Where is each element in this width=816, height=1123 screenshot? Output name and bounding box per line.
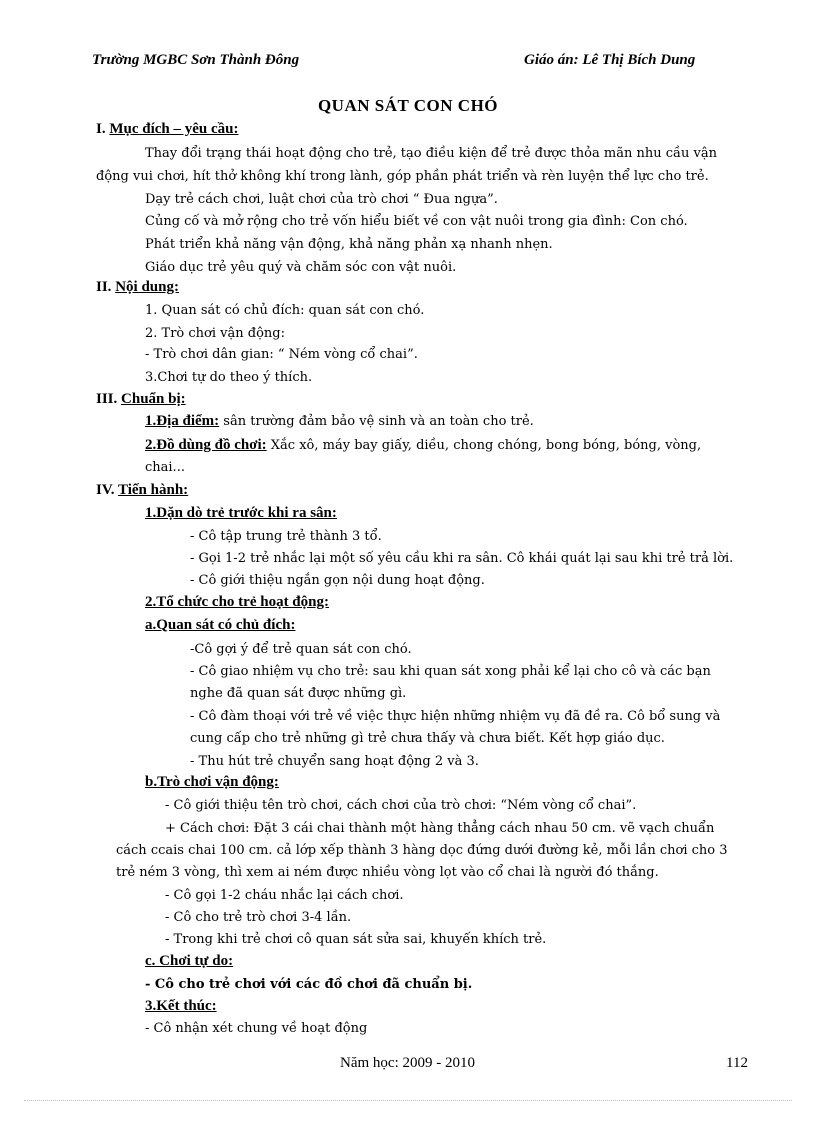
s4-part-a-line-3: nghe đã quan sát được những gì. xyxy=(190,686,407,701)
s2-line-1: 1. Quan sát có chủ đích: quan sát con chó. xyxy=(145,303,425,318)
s3-location-label: 1.Địa điểm: xyxy=(145,413,220,429)
s1-line-4: Củng cố và mở rộng cho trẻ vốn hiểu biết về con vật nuôi trong gia đình: Con chó. xyxy=(145,214,688,229)
s3-materials-text: Xắc xô, máy bay giấy, diều, chong chóng, bong bóng, bóng, vòng, xyxy=(266,438,702,453)
section-2-number: II. xyxy=(96,279,112,295)
s4-step-1-line-1: - Cô tập trung trẻ thành 3 tổ. xyxy=(190,529,382,544)
s1-line-6: Giáo dục trẻ yêu quý và chăm sóc con vật nuôi. xyxy=(145,260,457,275)
s4-step-3-line-1: - Cô nhận xét chung về hoạt động xyxy=(145,1021,368,1036)
s4-part-a-line-1: -Cô gợi ý để trẻ quan sát con chó. xyxy=(190,642,412,657)
footer-school-year: Năm học: 2009 - 2010 xyxy=(340,1055,475,1071)
s4-step-1-heading: 1.Dặn dò trẻ trước khi ra sân: xyxy=(145,505,337,521)
section-3-number: III. xyxy=(96,391,118,407)
s4-part-b-line-1: - Cô giới thiệu tên trò chơi, cách chơi của trò chơi: “Ném vòng cổ chai”. xyxy=(165,798,637,813)
s4-step-2-heading: 2.Tổ chức cho trẻ hoạt động: xyxy=(145,594,329,610)
s4-part-a-heading: a.Quan sát có chủ đích: xyxy=(145,617,296,633)
s4-part-b-heading: b.Trò chơi vận động: xyxy=(145,774,279,790)
s1-line-1: Thay đổi trạng thái hoạt động cho trẻ, tạo điều kiện để trẻ được thỏa mãn nhu cầu vận xyxy=(145,146,717,161)
page-bottom-divider xyxy=(24,1100,792,1101)
s4-part-b-line-5: - Cô gọi 1-2 cháu nhắc lại cách chơi. xyxy=(165,888,404,903)
page-number: 112 xyxy=(726,1055,748,1071)
section-4-number: IV. xyxy=(96,482,115,498)
s3-materials-label: 2.Đồ dùng đồ chơi: xyxy=(145,437,267,453)
s4-part-a-line-4: - Cô đàm thoại với trẻ về việc thực hiện những nhiệm vụ đã đề ra. Cô bổ sung và xyxy=(190,709,721,724)
s2-line-4: 3.Chơi tự do theo ý thích. xyxy=(145,370,313,385)
s2-line-3: - Trò chơi dân gian: “ Ném vòng cổ chai”. xyxy=(145,347,418,362)
s4-part-c-line-1: - Cô cho trẻ chơi với các đồ chơi đã chuẩn bị. xyxy=(145,977,473,992)
s3-location-text: sân trường đảm bảo vệ sinh và an toàn cho trẻ. xyxy=(219,414,534,429)
section-4-title: Tiến hành: xyxy=(117,482,189,498)
header-school: Trường MGBC Sơn Thành Đông xyxy=(92,52,300,68)
header-teacher: Giáo án: Lê Thị Bích Dung xyxy=(524,52,696,68)
s4-part-b-line-3: cách ccais chai 100 cm. cả lớp xếp thành 3 hàng dọc đứng dưới đường kẻ, mỗi lần chơi cho 3 xyxy=(116,843,728,858)
s4-part-a-line-5: cung cấp cho trẻ những gì trẻ chưa thấy và chưa biết. Kết hợp giáo dục. xyxy=(190,731,665,746)
section-1-title: Mục đích – yêu cầu: xyxy=(109,121,239,137)
s4-part-a-line-6: - Thu hút trẻ chuyển sang hoạt động 2 và 3. xyxy=(190,754,479,769)
section-1-number: I. xyxy=(96,121,106,137)
s4-part-b-line-6: - Cô cho trẻ trò chơi 3-4 lần. xyxy=(165,910,352,925)
s3-materials-line xyxy=(145,437,701,454)
s4-part-b-line-4: trẻ ném 3 vòng, thì xem ai ném được nhiều vòng lọt vào cổ chai là người đó thắng. xyxy=(116,865,659,880)
section-2-title: Nội dung: xyxy=(115,279,179,295)
section-3-title: Chuẩn bị: xyxy=(121,391,186,407)
s4-part-c-heading: c. Chơi tự do: xyxy=(145,953,234,969)
s1-line-3: Dạy trẻ cách chơi, luật chơi của trò chơi “ Đua ngựa”. xyxy=(145,192,498,207)
s4-part-b-line-7: - Trong khi trẻ chơi cô quan sát sửa sai, khuyến khích trẻ. xyxy=(165,932,547,947)
section-2-heading xyxy=(96,279,179,296)
s4-step-1-line-3: - Cô giới thiệu ngắn gọn nội dung hoạt động. xyxy=(190,573,485,588)
s4-part-b-line-2: + Cách chơi: Đặt 3 cái chai thành một hàng thẳng cách nhau 50 cm. vẽ vạch chuẩn xyxy=(165,821,715,836)
s1-line-2: động vui chơi, hít thở không khí trong lành, góp phần phát triển và rèn luyện thể lực cho trẻ. xyxy=(96,169,709,184)
page-title: QUAN SÁT CON CHÓ xyxy=(317,96,499,115)
section-4-heading xyxy=(96,482,188,499)
s2-line-2: 2. Trò chơi vận động: xyxy=(145,326,285,341)
s4-step-1-line-2: - Gọi 1-2 trẻ nhắc lại một số yêu cầu khi ra sân. Cô khái quát lại sau khi trẻ trả lời. xyxy=(190,551,734,566)
s1-line-5: Phát triển khả năng vận động, khả năng phản xạ nhanh nhẹn. xyxy=(145,237,553,252)
section-3-heading xyxy=(96,391,186,408)
s4-part-a-line-2: - Cô giao nhiệm vụ cho trẻ: sau khi quan sát xong phải kể lại cho cô và các bạn xyxy=(190,664,711,679)
s3-materials-line-2: chai... xyxy=(145,460,185,475)
s3-location-line xyxy=(145,413,534,430)
s4-step-3-heading: 3.Kết thúc: xyxy=(145,998,217,1014)
section-1-heading xyxy=(96,121,239,138)
